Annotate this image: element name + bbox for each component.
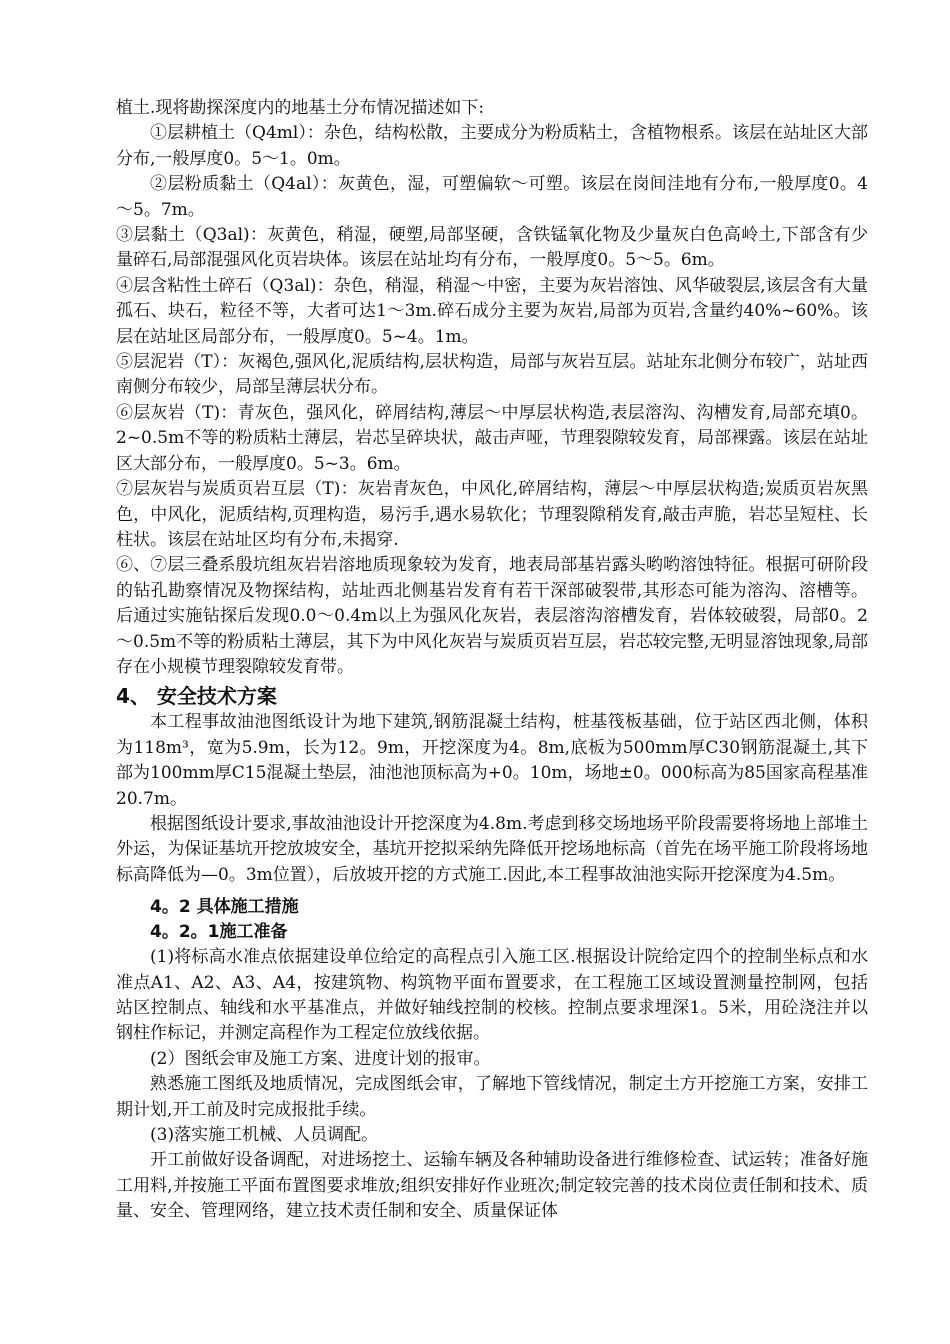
paragraph-drawing-review-title: (2）图纸会审及施工方案、进度计划的报审。 bbox=[150, 1048, 491, 1069]
section-4-2-1-heading: 4。2。1施工准备 bbox=[150, 922, 288, 943]
paragraph-karst-summary: ⑥、⑦层三叠系殷坑组灰岩岩溶地质现象较为发育，地表局部基岩露头哟哟溶蚀特征。根据可研阶段的钻孔勘察情况及物探结构，站址西北侧基岩发育有若干深部破裂带,其形态可能为溶沟、溶槽等。后通过实施钻探后发现0.0～0.4m以上为强风化灰岩，表层溶沟溶槽发育，岩体较破裂，局部0。2～0.5m不等的粉质粘土薄层，其下为中风化灰岩与炭质页岩互层，岩芯较完整,无明显溶蚀现象,局部存在小规模节理裂隙较发育带。 bbox=[116, 555, 868, 677]
paragraph-layer-6: ⑥层灰岩（T)：青灰色，强风化，碎屑结构,薄层～中厚层状构造,表层溶沟、沟槽发育,局部充填0。2~0.5m不等的粉质粘土薄层，岩芯呈碎块状，敲击声哑，节理裂隙较发育，局部裸露。该层在站址区大部分布，一般厚度0。5~3。6m。 bbox=[116, 402, 868, 474]
paragraph-machinery-title: (3)落实施工机械、人员调配。 bbox=[150, 1125, 379, 1146]
section-4-2-heading: 4。2 具体施工措施 bbox=[150, 897, 299, 918]
paragraph-drawing-review: 熟悉施工图纸及地质情况，完成图纸会审，了解地下管线情况，制定土方开挖施工方案，安排工期计划,开工前及时完成报批手续。 bbox=[116, 1074, 868, 1120]
paragraph-layer-4: ④层含粘性土碎石（Q3al)：杂色，稍湿，稍湿～中密，主要为灰岩溶蚀、风华破裂层,该层含有大量孤石、块石，粒径不等，大者可达1～3m.碎石成分主要为灰岩,局部为页岩,含量约40%~60%。该层在站址区局部分布，一般厚度0。5~4。1m。 bbox=[116, 275, 868, 347]
paragraph-machinery: 开工前做好设备调配，对进场挖土、运输车辆及各种辅助设备进行维修检查、试运转；准备好施工用料,并按施工平面布置图要求堆放;组织安排好作业班次;制定较完善的技术岗位责任制和技术、质量、安全、管理网络，建立技术责任制和安全、质量保证体 bbox=[116, 1150, 868, 1222]
paragraph-layer-5: ⑤层泥岩（T）：灰褐色,强风化,泥质结构,层状构造，局部与灰岩互层。站址东北侧分布较广，站址西南侧分布较少，局部呈薄层状分布。 bbox=[116, 352, 868, 398]
paragraph-layer-7: ⑦层灰岩与炭质页岩互层（T)：灰岩青灰色，中风化,碎屑结构，薄层～中厚层状构造;炭质页岩灰黑色，中风化，泥质结构,页理构造，易污手,遇水易软化；节理裂隙稍发育,敲击声脆，岩芯呈短柱、长柱状。该层在站址区均有分布,未揭穿. bbox=[116, 479, 868, 550]
paragraph-project-overview: 本工程事故油池图纸设计为地下建筑,钢筋混凝土结构，桩基筏板基础，位于站区西北侧，体积为118m³，宽为5.9m，长为12。9m，开挖深度为4。8m,底板为500mm厚C30钢筋混凝土,其下部为100mm厚C15混凝土垫层，油池池顶标高为+0。10m，场地±0。000标高为85国家高程基准20.7m。 bbox=[116, 712, 868, 809]
paragraph-intro: 植土.现将勘探深度内的地基土分布情况描述如下: bbox=[116, 98, 485, 118]
paragraph-excavation-depth: 根据图纸设计要求,事故油池设计开挖深度为4.8m.考虑到移交场地场平阶段需要将场地上部堆土外运，为保证基坑开挖放坡安全，基坑开挖拟采纳先降低开挖场地标高（首先在场平施工阶段将场地标高降低为—0。3m位置），后放坡开挖的方式施工.因此,本工程事故油池实际开挖深度为4.5m。 bbox=[116, 813, 868, 885]
paragraph-benchmark: (1)将标高水准点依据建设单位给定的高程点引入施工区.根据设计院给定四个的控制坐标点和水准点A1、A2、A3、A4，按建筑物、构筑物平面布置要求，在工程施工区域设置测量控制网，包括站区控制点、轴线和水平基准点，并做好轴线控制的校核。控制点要求埋深1。5米，用砼浇注并以钢柱作标记，并测定高程作为工程定位放线依据。 bbox=[116, 947, 868, 1044]
paragraph-layer-3: ③层黏土（Q3al)：灰黄色，稍湿，硬塑,局部坚硬，含铁锰氧化物及少量灰白色高岭土,下部含有少量碎石,局部混强风化页岩块体。该层在站址均有分布，一般厚度0。5～5。6m。 bbox=[116, 225, 868, 271]
paragraph-layer-1: ①层耕植土（Q4ml）：杂色，结构松散，主要成分为粉质粘土，含植物根系。该层在站址区大部分布,一般厚度0。5～1。0m。 bbox=[116, 123, 868, 169]
document-page bbox=[116, 96, 868, 1225]
section-4-heading: 4、 安全技术方案 bbox=[116, 684, 277, 709]
paragraph-layer-2: ②层粉质黏土（Q4al）：灰黄色，湿，可塑偏软～可塑。该层在岗间洼地有分布,一般厚度0。4～5。7m。 bbox=[116, 174, 868, 220]
